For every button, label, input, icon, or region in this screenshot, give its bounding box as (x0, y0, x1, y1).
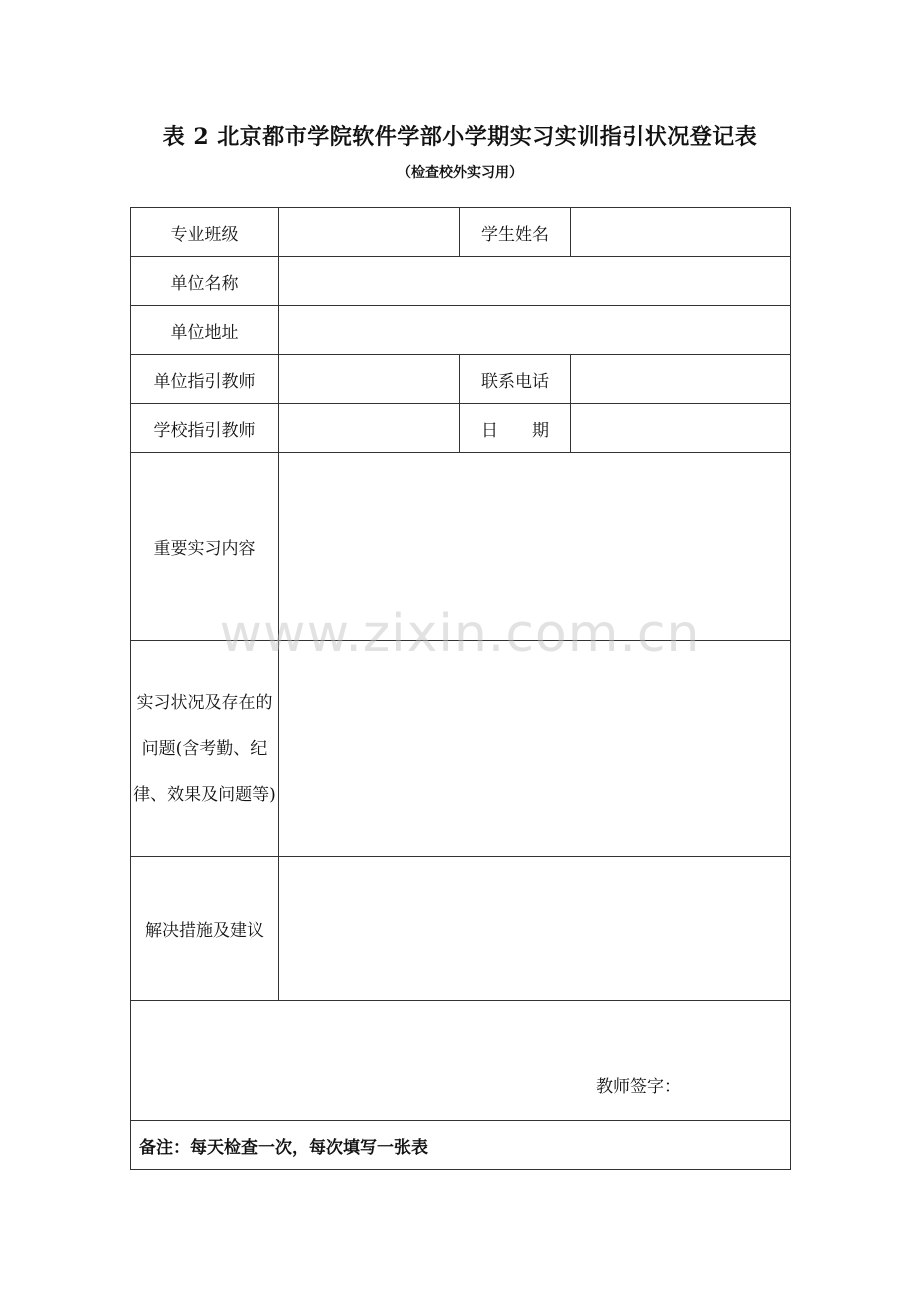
unit-name-label: 单位名称 (131, 257, 279, 306)
main-content-label: 重要实习内容 (131, 453, 279, 641)
form-row-measures (131, 857, 791, 1001)
student-name-field[interactable] (571, 208, 791, 257)
teacher-sign-label: 教师签字： (596, 1077, 681, 1097)
unit-address-label: 单位地址 (131, 306, 279, 355)
date-field[interactable] (571, 404, 791, 453)
date-label: 日 期 (460, 404, 571, 453)
situation-field[interactable] (279, 641, 791, 857)
school-teacher-label: 学校指引教师 (131, 404, 279, 453)
measures-field[interactable] (279, 857, 791, 1001)
student-name-label: 学生姓名 (460, 208, 571, 257)
form-row-school-teacher (131, 404, 791, 453)
page-subtitle: （检查校外实习用） (397, 165, 523, 181)
form-row-signature (131, 1001, 791, 1121)
form-row-note (131, 1121, 791, 1170)
form-row-main-content (131, 453, 791, 641)
registration-form-table (130, 207, 791, 1170)
form-row-unit-name (131, 257, 791, 306)
unit-address-field[interactable] (279, 306, 791, 355)
form-row-unit-teacher (131, 355, 791, 404)
major-class-field[interactable] (279, 208, 460, 257)
situation-label: 实习状况及存在的问题(含考勤、纪律、效果及问题等) (131, 641, 279, 857)
measures-label: 解决措施及建议 (131, 857, 279, 1001)
teacher-signature-area[interactable] (131, 1001, 791, 1121)
watermark: www.zixin.com.cn (219, 604, 701, 664)
note-text: 备注：每天检查一次，每次填写一张表 (131, 1121, 791, 1170)
unit-teacher-label: 单位指引教师 (131, 355, 279, 404)
unit-teacher-field[interactable] (279, 355, 460, 404)
unit-name-field[interactable] (279, 257, 791, 306)
form-row-class-name (131, 208, 791, 257)
main-content-field[interactable] (279, 453, 791, 641)
phone-field[interactable] (571, 355, 791, 404)
form-row-unit-address (131, 306, 791, 355)
major-class-label: 专业班级 (131, 208, 279, 257)
school-teacher-field[interactable] (279, 404, 460, 453)
form-row-situation (131, 641, 791, 857)
phone-label: 联系电话 (460, 355, 571, 404)
page-title: 表 2 北京都市学院软件学部小学期实习实训指引状况登记表 (162, 124, 758, 150)
